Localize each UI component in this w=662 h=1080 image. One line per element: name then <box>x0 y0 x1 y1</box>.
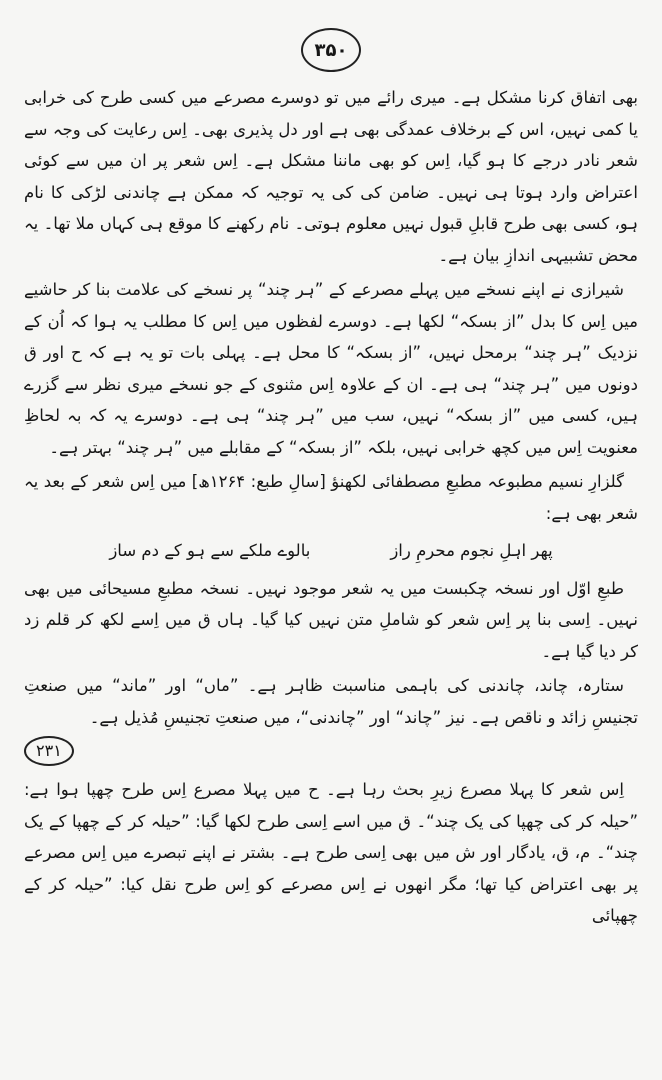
paragraph-6: اِس شعر کا پہلا مصرع زیرِ بحث رہا ہے۔ ح میں پہلا مصرع اِس طرح چھپا ہوا ہے: ”حیلہ کر کی چھپا کی یک چند“۔ ق میں اسے اِسی طرح لکھا گیا: ”حیلہ کر کے چھپا کے یک چند“۔ م، ق، یادگار اور ش میں بھی اِسی طرح ہے۔ بشتر نے اپنے تبصرے میں اِس مصرعے پر بھی اعتراض کیا تھا؛ مگر انھوں نے اِس مصرعے کو اِس طرح نقل کیا: ”حیلہ کر کے چھپائی <box>24 780 638 925</box>
paragraph-4: طبعِ اوّل اور نسخہ چکبست میں یہ شعر موجود نہیں۔ نسخہ مطبعِ مسیحائی میں بھی نہیں۔ اِسی بنا پر اِس شعر کو شاملِ متن نہیں کیا گیا۔ ہاں ق میں اِسے لکھ کر قلم زد کر دیا گیا ہے۔ <box>24 578 638 661</box>
page-number: ۳۵۰ <box>301 28 361 72</box>
paragraph-5: ستارہ، چاند، چاندنی کی باہمی مناسبت ظاہر ہے۔ ”ماں“ اور ”ماند“ میں صنعتِ تجنیسِ زائد و ناقص ہے۔ نیز ”چاند“ اور ”چاندنی“، میں صنعتِ تجنیسِ مُذیل ہے۔ <box>24 676 638 727</box>
paragraph-3: گلزارِ نسیم مطبوعہ مطبعِ مصطفائی لکھنؤ [سالِ طبع: ۱۲۶۴ھ] میں اِس شعر کے بعد یہ شعر بھی ہے: <box>24 472 638 523</box>
paragraph-1: بھی اتفاق کرنا مشکل ہے۔ میری رائے میں تو دوسرے مصرعے میں کسی طرح کی خرابی یا کمی نہیں، اس کے برخلاف عمدگی بھی ہے اور دل پذیری بھی۔ اِس رعایت کی وجہ سے شعر نادر درجے کا ہو گیا، اِس کو بھی ماننا مشکل ہے۔ اِس شعر پر ان میں سے کوئی اعتراض وارد ہوتا ہی نہیں۔ ضامن کی کی یہ توجیہ کہ ممکن ہے چاندنی لڑکی کا نام ہو، کسی بھی طرح قابلِ قبول نہیں معلوم ہوتی۔ نام رکھنے کا موقع ہی کہاں ملا تھا۔ یہ محض تشبیہی اندازِ بیان ہے۔ <box>24 88 638 265</box>
verse-couplet <box>24 535 638 567</box>
note-number-label: ۲۳۱ <box>24 736 74 766</box>
verse-first-line: پھر اہلِ نجوم محرمِ راز <box>390 541 553 560</box>
note-number <box>24 736 638 766</box>
paragraph-2: شیرازی نے اپنے نسخے میں پہلے مصرعے کے ”ہر چند“ پر نسخے کی علامت بنا کر حاشیے میں اِس کا بدل ”از بسکہ“ لکھا ہے۔ دوسرے لفظوں میں اِس کا مطلب یہ ہوا کہ اُن کے نزدیک ”ہر چند“ برمحل نہیں، ”از بسکہ“ کا محل ہے۔ پہلی بات تو یہ ہے کہ ح اور ق دونوں میں ”ہر چند“ ہی ہے۔ ان کے علاوہ اِس مثنوی کے جو نسخے میری نظر سے گزرے ہیں، کسی میں ”از بسکہ“ نہیں، سب میں ”ہر چند“ ہی ہے۔ دوسرے یہ کہ بہ لحاظِ معنویت اِس میں کچھ خرابی نہیں، بلکہ ”از بسکہ“ کے مقابلے میں ”ہر چند“ بہتر ہے۔ <box>24 280 638 457</box>
verse-second-line: بالوے ملکے سے ہو کے دم ساز <box>109 541 311 560</box>
